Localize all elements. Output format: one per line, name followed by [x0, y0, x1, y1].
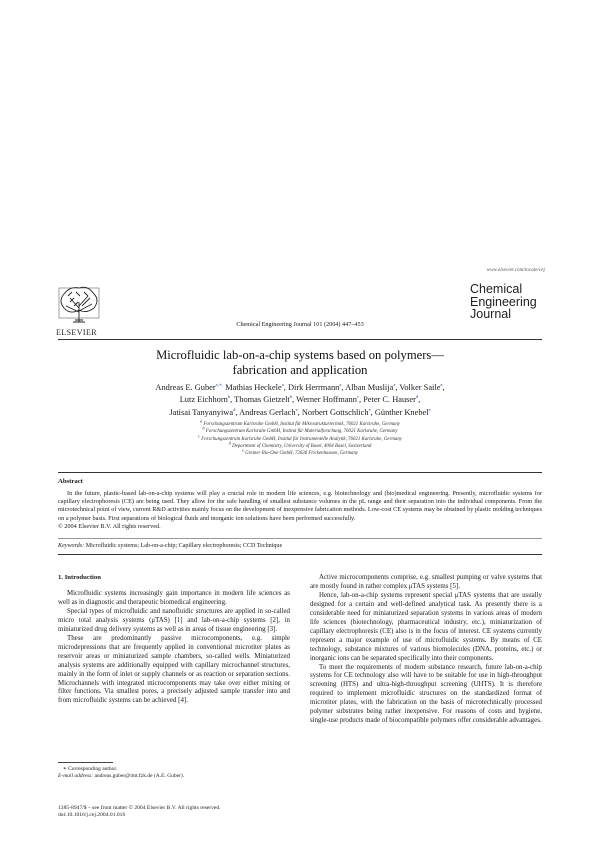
section-heading: 1. Introduction [58, 574, 101, 581]
paragraph: Microfluidic systems increasingly gain importance in modern life sciences as well as in diagnostic and therapeutic biomedical engineering. [58, 590, 290, 606]
author-affiliation-mark: b [227, 394, 231, 400]
abstract-top-rule [58, 472, 542, 473]
author-name: , Dirk Herrmann [283, 383, 340, 392]
affiliation-text: Forschungszentrum Karlsruhe GmbH, Institut für Instrumentelle Analytik, 76021 Karlsruhe, Germany [200, 436, 402, 442]
author-name: , Werner Hoffmann [292, 395, 357, 405]
author-list [60, 382, 540, 419]
author-affiliation-mark: a,∗, [215, 382, 224, 388]
paragraph: To meet the requirements of modern substance research, future lab-on-a-chip systems for CE technology also will have to be suitable for use in high-throughput screening (HTS) and ultra-high-throughput screening (UHTS). It is therefore required to implement microfluidic structures on the standardized format of microtiter plates, with the fabrication on the basis of microtechnically processed polymer substrates being rather inexpensive. For reasons of costs and hygiene, single-use products made of biocompatible polymers offer considerable advantages. [310, 663, 542, 725]
affiliation-text: Forschungszentrum Karlsruhe GmbH, Institut für Mikrostrukturtechnik, 76021 Karlsruhe, Germany [202, 422, 400, 427]
journal-logo [470, 283, 550, 321]
author-line [60, 407, 540, 419]
header-rule [58, 339, 542, 340]
affiliation-item [60, 440, 540, 450]
author-line [60, 382, 540, 394]
keywords-bottom-rule [58, 554, 542, 555]
affiliation-text: Forschungszentrum Karlsruhe GmbH, Institut für Materialforschung, 76021 Karlsruhe, Germany [204, 429, 398, 435]
footnote-rule [58, 762, 113, 763]
paragraph: These are predominantly passive microcomponents, e.g. simple microdepressions that are frequently applied in conventional microtiter plates as reservoir areas or miniaturized sample chambers, so-called wells. Miniaturized analysis systems are additionally equipped with capillary microchannel structures, mainly in the form of inlet or supply channels or as reaction or separation sections. Microchannels with integrated microcomponents may take over either mixing or filter functions. Via smallest pores, a precisely adjusted sample transfer into and from microfluidic systems can be achieved [4]. [58, 634, 290, 705]
author-affiliation-mark: a [281, 382, 284, 388]
affiliation-item [60, 447, 540, 457]
title-line2: fabrication and application [232, 362, 368, 377]
author-name: , Thomas Gietzelt [230, 395, 290, 405]
abstract-text: In the future, plastic-based lab-on-a-chip systems will play a crucial role in modern life sciences, e.g. biotechnology and (bio)medical engineering. Presently, microfluidic systems for capillary electrophoresis (CE) are being used. They allow for the safe handling of smallest substance volumes in the pL range and their separation into the individual components. From the microtechnical point of view, current R&D activities mainly focus on the development of inexpensive fabrication methods. Low-cost CE systems may be obtained by plastic molding techniques on a polymer basis. First separations of biological fluids and inorganic ion solutions have been performed successfully. [58, 490, 542, 522]
abstract-body [58, 490, 542, 531]
journal-citation: Chemical Engineering Journal 101 (2004) 447–453 [236, 321, 364, 328]
author-name: , [418, 395, 421, 405]
author-affiliation-mark: c [356, 394, 359, 400]
author-affiliation-mark: d [415, 394, 419, 400]
abstract-copyright: © 2004 Elsevier B.V. All rights reserved. [58, 522, 161, 530]
keywords [58, 542, 542, 551]
author-name: , Andreas Gerlach [235, 407, 296, 417]
affiliation-mark: d [228, 440, 231, 446]
footnote-corresponding-text: Corresponding author. [68, 766, 118, 772]
footer-issn: 1385-8947/$ – see front matter © 2004 Elsevier B.V. All rights reserved. [58, 805, 221, 811]
title-line1: Microfluidic lab-on-a-chip systems based on polymers— [156, 348, 444, 362]
affiliation-text: Greiner Bio-One GmbH, 72636 Frickenhausen, Germany [243, 451, 359, 457]
footnote-email-line [58, 773, 290, 780]
journal-logo-line2: Engineering [470, 294, 537, 309]
elsevier-logo [56, 284, 102, 336]
author-affiliation-mark: e [295, 407, 298, 413]
affiliation-mark: b [202, 425, 205, 431]
author-name: Jatisai Tanyanyiwa [169, 407, 234, 417]
author-name: Mathias Heckele [223, 383, 282, 392]
footer-doi: doi:10.1016/j.cej.2004.01.016 [58, 812, 126, 819]
journal-logo-line1: Chemical [470, 282, 523, 296]
author-name: , Peter C. Hauser [358, 395, 416, 405]
affiliation-item [60, 425, 540, 435]
author-affiliation-mark: e [428, 407, 431, 413]
paragraph: Active microcomponents comprise, e.g. smallest pumping or valve systems that are mostly found in rather complex μTAS systems [5]. [310, 574, 542, 590]
author-affiliation-mark: a [339, 382, 342, 388]
author-affiliation-mark: e [368, 407, 371, 413]
journal-url: www.elsevier.com/locate/cej [486, 267, 545, 273]
author-name: , Volker Saile [395, 383, 441, 392]
author-name: , Norbert Gottschlich [297, 407, 369, 417]
author-name: , [442, 383, 445, 392]
footnote-email: andreas.guber@imt.fzk.de (A.E. Guber). [94, 773, 185, 780]
author-affiliation-mark: a [393, 382, 396, 388]
affiliation-item [60, 418, 540, 428]
affiliation-mark: e [241, 447, 244, 453]
author-name: Andreas E. Guber [155, 383, 216, 392]
affiliation-mark: c [198, 432, 201, 438]
author-affiliation-mark: b [289, 394, 293, 400]
right-column [310, 574, 542, 726]
footnote [58, 766, 290, 781]
author-affiliation-mark: d [233, 407, 236, 413]
author-line [60, 394, 540, 406]
journal-logo-line3: Journal [470, 307, 511, 321]
author-name: , Alban Muslija [341, 383, 394, 392]
keywords-text: Microfluidic systems; Lab-on-a-chip; Capillary electrophoresis; CCD Technique [85, 543, 283, 549]
page-footer [58, 805, 358, 819]
abstract-bottom-rule [58, 538, 542, 539]
article-title [60, 348, 540, 377]
footnote-email-label: E-mail address: [58, 773, 94, 780]
affiliation-mark: a [200, 418, 203, 424]
author-affiliation-mark: a [440, 382, 443, 388]
affiliation-text: Department of Chemistry, University of Basel, 4004 Basel, Switzerland [230, 443, 372, 449]
abstract-heading: Abstract [58, 478, 83, 485]
paragraph: Hence, lab-on-a-chip systems represent special μTAS systems that are usually designed for a certain and well-defined analytical task. As presently there is a considerable need for miniaturized separation systems in various areas of modern life sciences (biotechnology, pharmaceutical industry, etc.), miniaturization of capillary electrophoresis (CE) also is in the focus of interest. CE systems currently represent a major example of use of microfluidic systems. By means of CE technology, substance mixtures of various biomolecules (DNA, proteins, etc.) or inorganic ions can be separated specifically into their components. [310, 591, 542, 662]
paragraph: Special types of microfluidic and nanofluidic structures are applied in so-called micro total analysis systems (μTAS) [1] and lab-on-a-chip systems [2], in miniaturized drug delivery systems as well as in areas of tissue engineering [3]. [58, 607, 290, 633]
author-name: Lutz Eichhorn [179, 395, 228, 405]
publisher-name: ELSEVIER [56, 328, 97, 337]
keywords-label: Keywords: [58, 543, 85, 549]
left-column [58, 590, 290, 706]
footnote-mark: ∗ [63, 766, 67, 772]
elsevier-tree-icon [56, 284, 102, 324]
author-name: , Günther Knebel [370, 407, 429, 417]
affiliation-list [60, 418, 540, 457]
